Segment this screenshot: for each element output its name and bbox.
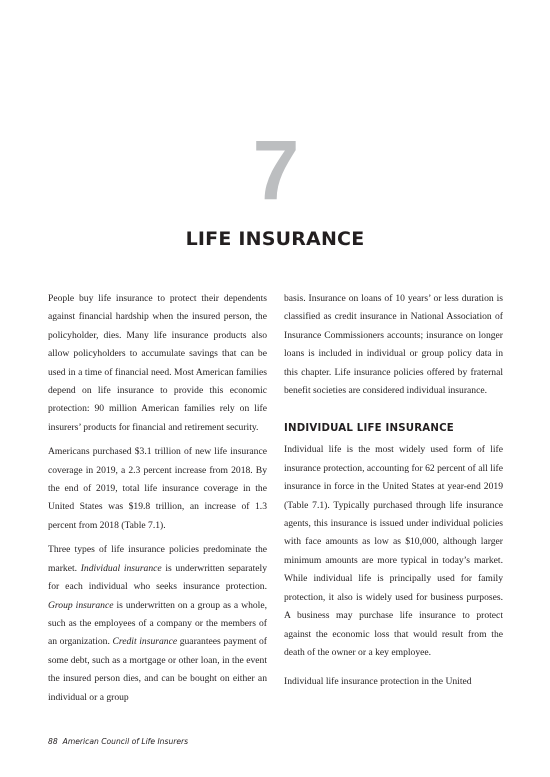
policy-types-paragraph — [48, 541, 267, 707]
right-column — [284, 290, 503, 692]
intro-paragraph: People buy life insurance to protect their dependents against financial hardship when the insured person, the policyholder, dies. Many life insurance products also allow policyholders to accumulate savings that can be used in a time of financial need. Most American families depend on life insurance to provide this economic protection: 90 million American families rely on life insurers’ products for financial and retirement security. — [48, 293, 267, 433]
left-column — [48, 290, 267, 707]
term-credit-insurance: Credit insurance — [112, 636, 178, 648]
chapter-number: 7 — [252, 123, 298, 217]
text-run: is underwritten separately for each individual who seeks insurance protection. — [48, 562, 268, 593]
text-run: guarantees payment of some debt, such as a mortgage or other loan, in the event the insured person dies, and can be bought on either an individual or a group — [48, 636, 267, 703]
text-run: is underwritten on a group as a whole, such as the employees of a company or the members of an organization. — [48, 599, 268, 648]
individual-protection-paragraph: Individual life insurance protection in the United — [284, 676, 472, 688]
term-individual-insurance: Individual insurance — [80, 562, 162, 574]
section-heading: INDIVIDUAL LIFE INSURANCE — [284, 423, 454, 435]
credit-basis-paragraph: basis. Insurance on loans of 10 years’ or less duration is classified as credit insurance in National Association of Insurance Commissioners accounts; insurance on longer loans is included in individual or group policy data in this chapter. Life insurance policies offered by fraternal benefit societies are considered individual insurance. — [284, 293, 503, 397]
page-number: 88 — [48, 737, 58, 746]
publisher-name: American Council of Life Insurers — [62, 737, 189, 746]
text-run: Three types of life insurance policies predominate the market. — [48, 544, 267, 574]
individual-life-paragraph: Individual life is the most widely used form of life insurance protection, accounting for 62 percent of all life insurance in force in the United States at year-end 2019 (Table 7.1). Typically purchased through life insurance agents, this insurance is issued under individual policies with face amounts as low as $10,000, although larger minimum amounts are more typical in today’s market. While individual life is principally used for family protection, it also is widely used for business purposes. A business may purchase life insurance to protect against the economic loss that would result from the death of the owner or a key employee. — [284, 444, 503, 658]
page-footer — [48, 737, 188, 747]
term-group-insurance: Group insurance — [48, 599, 114, 611]
chapter-title: LIFE INSURANCE — [185, 228, 365, 250]
coverage-paragraph: Americans purchased $3.1 trillion of new life insurance coverage in 2019, a 2.3 percent increase from 2018. By the end of 2019, total life insurance coverage in the United States was $19.8 trillion, an increase of 1.3 percent from 2018 (Table 7.1). — [48, 446, 267, 531]
